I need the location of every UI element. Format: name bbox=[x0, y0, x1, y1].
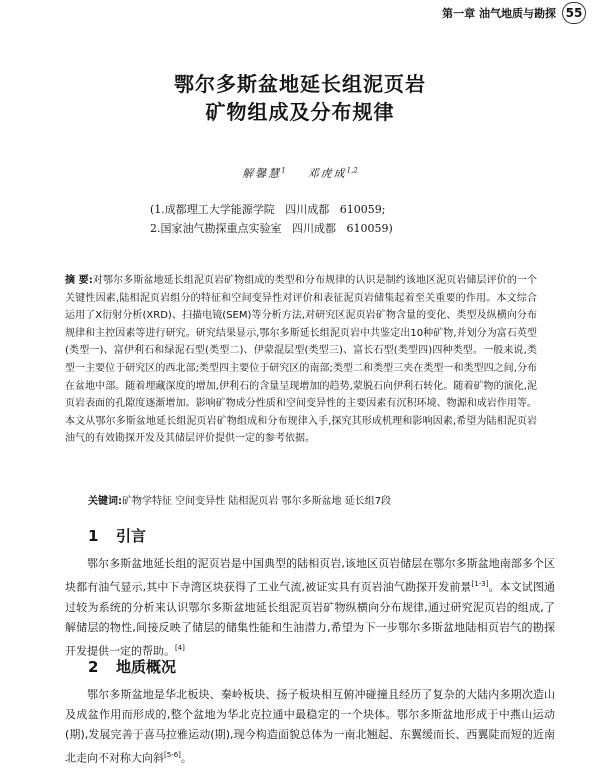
chapter-heading: 第一章 油气地质与勘探 bbox=[442, 7, 556, 20]
author-1: 解馨慧 bbox=[242, 167, 282, 180]
citation: [5-6] bbox=[164, 751, 181, 759]
affiliation-2: 2.国家油气勘探重点实验室 四川成都 610059) bbox=[150, 222, 393, 235]
section-heading-geology bbox=[88, 656, 176, 677]
section-heading-introduction bbox=[88, 525, 146, 546]
authors bbox=[0, 165, 600, 181]
abstract-label: 摘 要: bbox=[65, 275, 93, 286]
paper-title-line1: 鄂尔多斯盆地延长组泥页岩 bbox=[174, 72, 426, 96]
running-head bbox=[442, 2, 586, 24]
section-title: 地质概况 bbox=[116, 658, 177, 676]
abstract bbox=[65, 272, 537, 448]
section-title: 引言 bbox=[116, 527, 147, 545]
keywords-label: 关键词: bbox=[88, 496, 122, 507]
introduction-paragraph bbox=[65, 554, 555, 661]
keywords-text: 矿物学特征 空间变异性 陆相泥页岩 鄂尔多斯盆地 延长组7段 bbox=[122, 496, 392, 507]
paragraph-text: 。本文试图通过较为系统的分析来认识鄂尔多斯盆地延长组泥页岩矿物纵横向分布规律,通过研究泥页岩的组成,了解储层的物性,间接反映了储层的储集性能和生油潜力,希望为下一步鄂尔多斯盆地陆相页岩气的勘探开发提供一定的帮助。 bbox=[65, 580, 555, 658]
section-number: 1 bbox=[88, 527, 99, 545]
paragraph-text: 。 bbox=[180, 751, 192, 765]
keywords bbox=[88, 492, 548, 507]
paragraph-text: 鄂尔多斯盆地是华北板块、秦岭板块、扬子板块相互俯冲碰撞且经历了复杂的大陆内多期次造山及成盆作用而形成的,整个盆地为华北克拉通中最稳定的一个块体。鄂尔多斯盆地形成于中燕山运动(期),发展完善于喜马拉雅运动(期),现今构造面貌总体为一南北翘起、东翼缓而长、西翼陡而短的近南北走向不对称大向斜 bbox=[65, 688, 555, 765]
affiliation-1: (1.成都理工大学能源学院 四川成都 610059; bbox=[150, 203, 386, 216]
paper-title-line2: 矿物组成及分布规律 bbox=[205, 100, 395, 124]
author-2-affil-mark: 1,2 bbox=[346, 166, 358, 175]
abstract-text: 对鄂尔多斯盆地延长组泥页岩矿物组成的类型和分布规律的认识是制约该地区泥页岩储层评价的一个关键性因素,陆相泥页岩组分的特征和空间变异性对评价和表征泥页岩储集起着至关重要的作用。本文综合运用了X衍射分析(XRD)、扫描电镜(SEM)等分析方法,对研究区泥页岩矿物含量的变化、类型及纵横向分布规律和主控因素等进行研究。研究结果显示,鄂尔多斯延长组泥页岩中共鉴定出10种矿物,并划分为富石英型(类型一)、富伊利石和绿泥石型(类型二)、伊蒙混层型(类型三)、富长石型(类型四)四种类型。一般来说,类型一主要位于研究区的西北部;类型四主要位于研究区的南部;类型二和类型三夹在类型一和类型四之间,分布在盆地中部。随着埋藏深度的增加,伊利石的含量呈现增加的趋势,蒙脱石向伊利石转化。随着矿物的演化,泥页岩表面的孔隙度逐渐增加。影响矿物成分性质和空间变异性的主要因素有沉积环境、物源和成岩作用等。本文从鄂尔多斯盆地延长组泥页岩矿物组成和分布规律入手,探究其形成机理和影响因素,希望为陆相泥页岩油气的有效勘探开发及其储层评价提供一定的参考依据。 bbox=[65, 275, 538, 445]
geology-paragraph bbox=[65, 685, 555, 769]
author-2: 邓虎成 bbox=[307, 167, 347, 180]
section-number: 2 bbox=[88, 658, 99, 676]
author-1-affil-mark: 1 bbox=[281, 166, 286, 175]
page-number: 55 bbox=[562, 2, 586, 24]
paragraph-text: 鄂尔多斯盆地延长组的泥页岩是中国典型的陆相页岩,该地区页岩储层在鄂尔多斯盆地南部多个区块都有油气显示,其中下寺湾区块获得了工业气流,被证实具有页岩油气勘探开发前景 bbox=[65, 557, 555, 594]
citation: [1-3] bbox=[471, 580, 489, 588]
citation: [4] bbox=[175, 643, 185, 652]
